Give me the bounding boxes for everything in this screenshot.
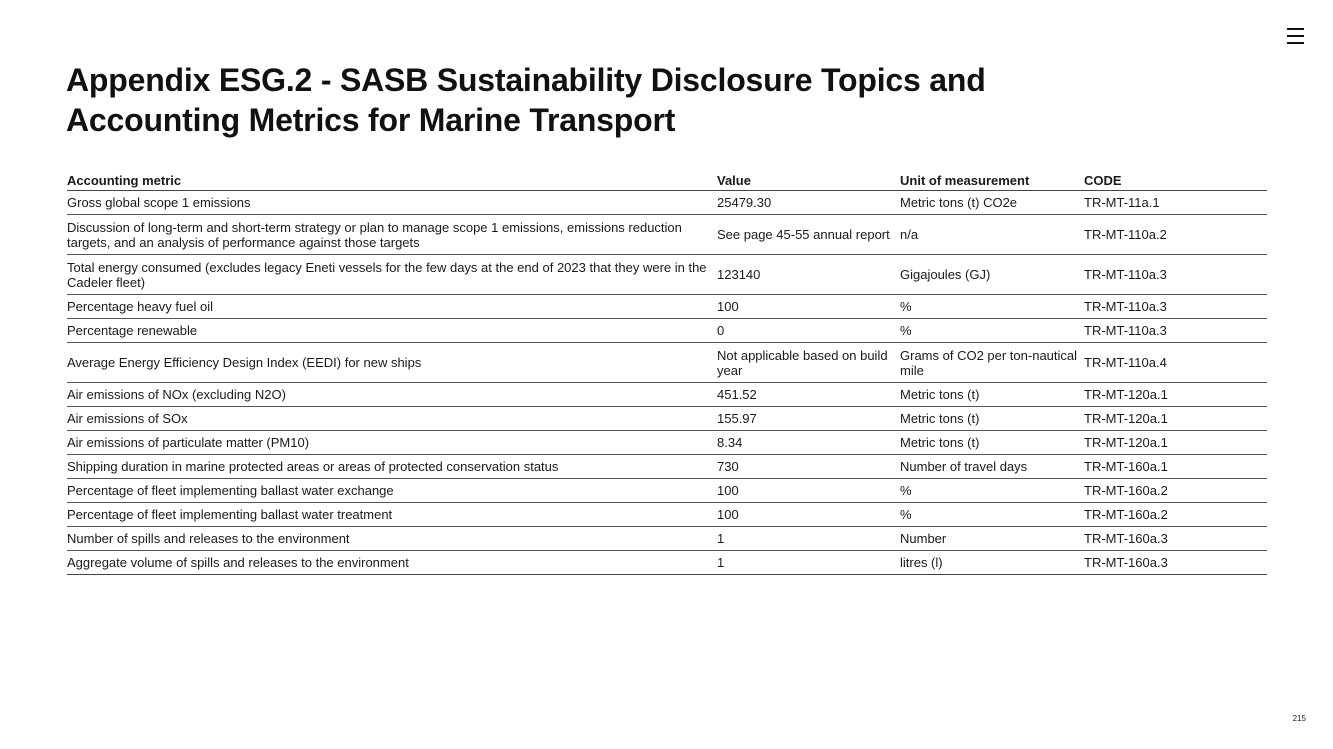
unit-cell: % xyxy=(900,295,1084,319)
table-row xyxy=(67,455,1267,479)
table-row xyxy=(67,295,1267,319)
metric-cell: Percentage of fleet implementing ballast water treatment xyxy=(67,503,717,527)
column-header-value: Value xyxy=(717,163,900,191)
code-cell: TR-MT-110a.3 xyxy=(1084,295,1267,319)
table-row xyxy=(67,479,1267,503)
code-cell: TR-MT-160a.1 xyxy=(1084,455,1267,479)
unit-cell: Metric tons (t) CO2e xyxy=(900,191,1084,215)
value-cell: 100 xyxy=(717,479,900,503)
unit-cell: % xyxy=(900,503,1084,527)
page-title: Appendix ESG.2 - SASB Sustainability Disclosure Topics and Accounting Metrics for Marine Transport xyxy=(66,62,986,138)
code-cell: TR-MT-110a.2 xyxy=(1084,215,1267,255)
value-cell: 0 xyxy=(717,319,900,343)
metric-cell: Average Energy Efficiency Design Index (EEDI) for new ships xyxy=(67,343,717,383)
column-header-metric: Accounting metric xyxy=(67,163,717,191)
code-cell: TR-MT-110a.3 xyxy=(1084,319,1267,343)
metric-cell: Air emissions of SOx xyxy=(67,407,717,431)
unit-cell: n/a xyxy=(900,215,1084,255)
metric-cell: Percentage of fleet implementing ballast water exchange xyxy=(67,479,717,503)
unit-cell: Gigajoules (GJ) xyxy=(900,255,1084,295)
table-row xyxy=(67,215,1267,255)
table-row xyxy=(67,343,1267,383)
table-row xyxy=(67,407,1267,431)
unit-cell: % xyxy=(900,319,1084,343)
value-cell: See page 45-55 annual report xyxy=(717,215,900,255)
unit-cell: Number xyxy=(900,527,1084,551)
value-cell: 451.52 xyxy=(717,383,900,407)
unit-cell: % xyxy=(900,479,1084,503)
metric-cell: Air emissions of NOx (excluding N2O) xyxy=(67,383,717,407)
metric-cell: Shipping duration in marine protected areas or areas of protected conservation status xyxy=(67,455,717,479)
sasb-metrics-table xyxy=(67,163,1267,575)
unit-cell: Metric tons (t) xyxy=(900,383,1084,407)
column-header-unit: Unit of measurement xyxy=(900,163,1084,191)
metric-cell: Total energy consumed (excludes legacy Eneti vessels for the few days at the end of 2023 that they were in the Cadeler fleet) xyxy=(67,255,717,295)
code-cell: TR-MT-11a.1 xyxy=(1084,191,1267,215)
metric-cell: Discussion of long-term and short-term strategy or plan to manage scope 1 emissions, emissions reduction targets, and an analysis of performance against those targets xyxy=(67,215,717,255)
value-cell: 8.34 xyxy=(717,431,900,455)
value-cell: Not applicable based on build year xyxy=(717,343,900,383)
table-row xyxy=(67,319,1267,343)
metric-cell: Number of spills and releases to the environment xyxy=(67,527,717,551)
menu-bar xyxy=(1287,35,1304,37)
table-row xyxy=(67,255,1267,295)
code-cell: TR-MT-120a.1 xyxy=(1084,383,1267,407)
table-row xyxy=(67,431,1267,455)
table-row xyxy=(67,383,1267,407)
table-row xyxy=(67,191,1267,215)
column-header-code: CODE xyxy=(1084,163,1267,191)
value-cell: 25479.30 xyxy=(717,191,900,215)
code-cell: TR-MT-160a.3 xyxy=(1084,551,1267,575)
value-cell: 100 xyxy=(717,295,900,319)
menu-bar xyxy=(1287,28,1304,30)
unit-cell: Number of travel days xyxy=(900,455,1084,479)
unit-cell: Metric tons (t) xyxy=(900,431,1084,455)
code-cell: TR-MT-120a.1 xyxy=(1084,431,1267,455)
unit-cell: Metric tons (t) xyxy=(900,407,1084,431)
metric-cell: Air emissions of particulate matter (PM10) xyxy=(67,431,717,455)
code-cell: TR-MT-110a.4 xyxy=(1084,343,1267,383)
hamburger-menu-icon[interactable] xyxy=(1285,26,1307,46)
table-row xyxy=(67,551,1267,575)
metric-cell: Percentage renewable xyxy=(67,319,717,343)
unit-cell: litres (l) xyxy=(900,551,1084,575)
metric-cell: Percentage heavy fuel oil xyxy=(67,295,717,319)
code-cell: TR-MT-160a.2 xyxy=(1084,479,1267,503)
value-cell: 1 xyxy=(717,527,900,551)
code-cell: TR-MT-110a.3 xyxy=(1084,255,1267,295)
code-cell: TR-MT-160a.2 xyxy=(1084,503,1267,527)
value-cell: 730 xyxy=(717,455,900,479)
value-cell: 1 xyxy=(717,551,900,575)
table-header-row xyxy=(67,163,1267,191)
table-row xyxy=(67,503,1267,527)
table-row xyxy=(67,527,1267,551)
value-cell: 155.97 xyxy=(717,407,900,431)
value-cell: 100 xyxy=(717,503,900,527)
code-cell: TR-MT-160a.3 xyxy=(1084,527,1267,551)
page-number: 215 xyxy=(1292,714,1306,723)
unit-cell: Grams of CO2 per ton-nautical mile xyxy=(900,343,1084,383)
value-cell: 123140 xyxy=(717,255,900,295)
metric-cell: Aggregate volume of spills and releases to the environment xyxy=(67,551,717,575)
menu-bar xyxy=(1287,42,1304,44)
metric-cell: Gross global scope 1 emissions xyxy=(67,191,717,215)
code-cell: TR-MT-120a.1 xyxy=(1084,407,1267,431)
